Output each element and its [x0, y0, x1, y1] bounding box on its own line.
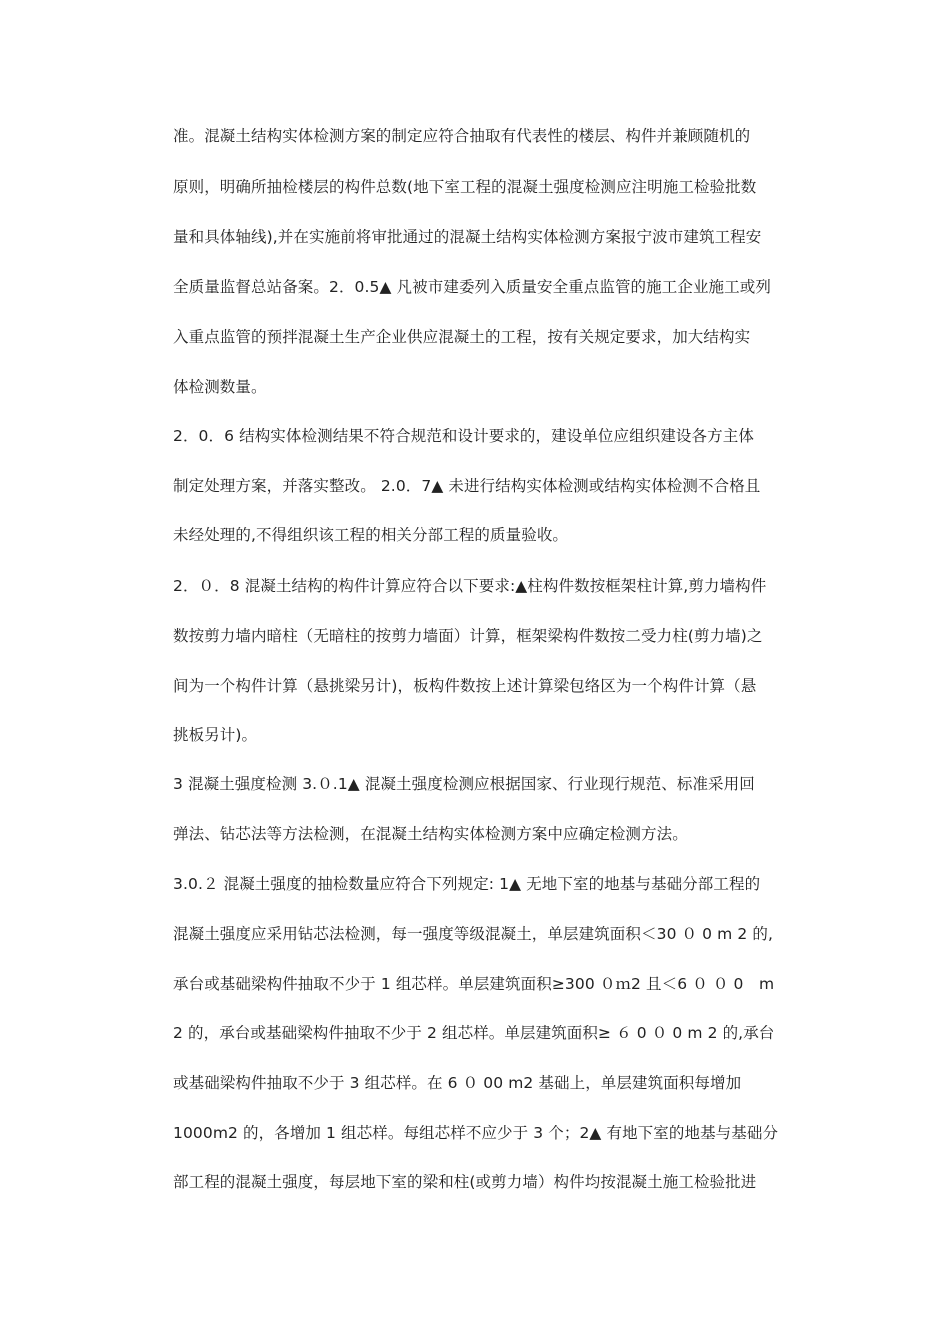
text-line: 混凝土强度应采用钻芯法检测，每一强度等级混凝土，单层建筑面积＜30 ０ 0 m 2 的, [173, 925, 774, 943]
text-line: 间为一个构件计算（悬挑梁另计)，板构件数按上述计算梁包络区为一个构件计算（悬 [173, 677, 757, 695]
text-line: 部工程的混凝土强度，每层地下室的梁和柱(或剪力墙）构件均按混凝土施工检验批进 [173, 1173, 757, 1191]
text-line: 全质量监督总站备案。2．0.5▲ 凡被市建委列入质量安全重点监管的施工企业施工或列 [173, 278, 771, 296]
text-line: 体检测数量。 [173, 378, 267, 396]
text-line: 原则，明确所抽检楼层的构件总数(地下室工程的混凝土强度检测应注明施工检验批数 [173, 178, 757, 196]
text-line: 量和具体轴线),并在实施前将审批通过的混凝土结构实体检测方案报宁波市建筑工程安 [173, 228, 762, 246]
text-line: 或基础梁构件抽取不少于 3 组芯样。在 6 ０ 00 m2 基础上，单层建筑面积每增加 [173, 1074, 742, 1092]
text-line: 数按剪力墙内暗柱（无暗柱的按剪力墙面）计算，框架梁构件数按二受力柱(剪力墙)之 [173, 627, 763, 645]
text-line: 3.0.２ 混凝土强度的抽检数量应符合下列规定: 1▲ 无地下室的地基与基础分部工程的 [173, 875, 761, 893]
text-line: 准。混凝土结构实体检测方案的制定应符合抽取有代表性的楼层、构件并兼顾随机的 [173, 127, 751, 145]
text-line: 2．0．6 结构实体检测结果不符合规范和设计要求的，建设单位应组织建设各方主体 [173, 427, 754, 445]
text-line: 承台或基础梁构件抽取不少于 1 组芯样。单层建筑面积≥300 ０ｍ2 且＜6 ０ ０ 0 m [173, 975, 775, 993]
text-line: 入重点监管的预拌混凝土生产企业供应混凝土的工程，按有关规定要求，加大结构实 [173, 328, 751, 346]
text-line: 制定处理方案，并落实整改。 2.0．7▲ 未进行结构实体检测或结构实体检测不合格且 [173, 477, 761, 495]
text-line: 2 的，承台或基础梁构件抽取不少于 2 组芯样。单层建筑面积≥ ６ 0 ０ 0 m 2 的,承台 [173, 1024, 775, 1042]
text-line: 1000m2 的，各增加 1 组芯样。每组芯样不应少于 3 个；2▲ 有地下室的地基与基础分 [173, 1124, 779, 1142]
text-line: 未经处理的,不得组织该工程的相关分部工程的质量验收。 [173, 526, 569, 544]
text-line: 挑板另计)。 [173, 726, 258, 744]
text-line: 弹法、钻芯法等方法检测，在混凝土结构实体检测方案中应确定检测方法。 [173, 825, 688, 843]
text-line: 3 混凝土强度检测 3.０.1▲ 混凝土强度检测应根据国家、行业现行规范、标准采用回 [173, 775, 755, 793]
text-line: 2．０．8 混凝土结构的构件计算应符合以下要求:▲柱构件数按框架柱计算,剪力墙构件 [173, 577, 767, 595]
